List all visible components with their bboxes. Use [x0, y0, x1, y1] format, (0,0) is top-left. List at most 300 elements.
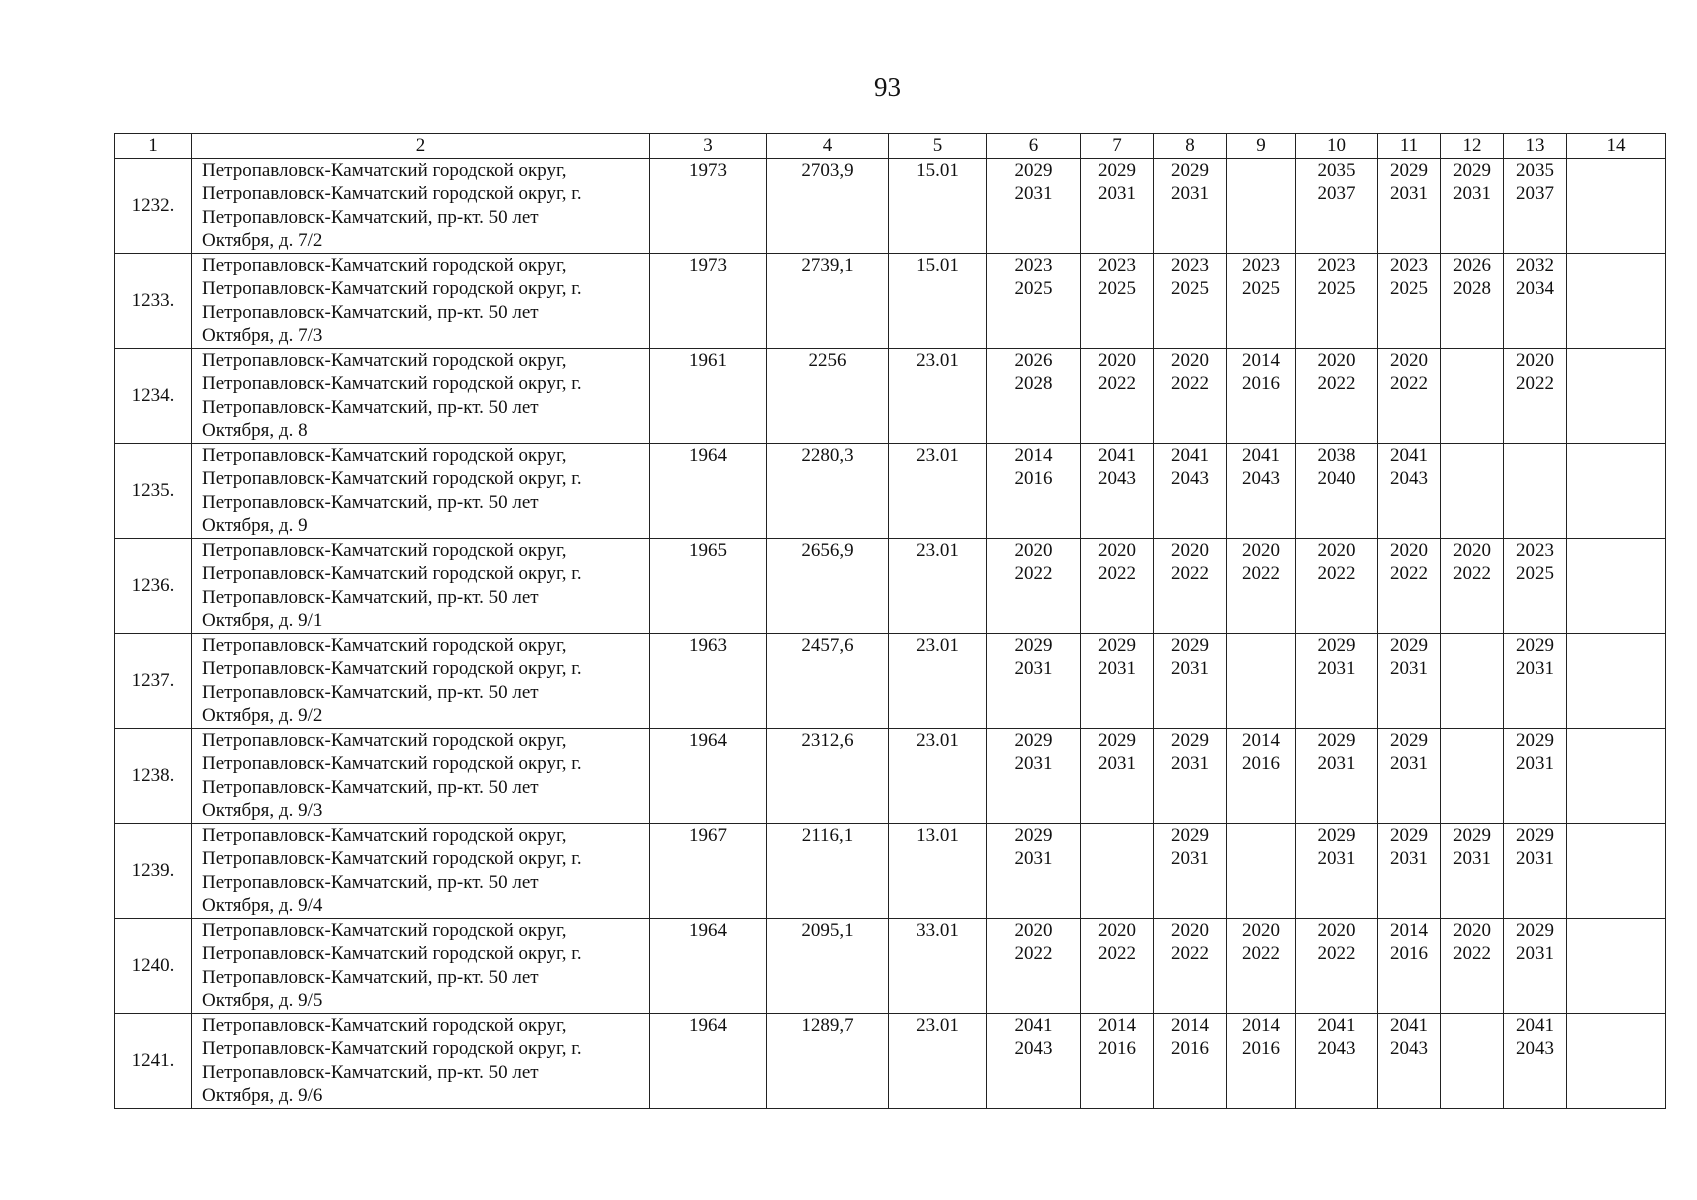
- period-end: 2031: [1171, 753, 1209, 774]
- period-start: 2020: [1516, 349, 1554, 371]
- period-cell-6: [987, 1013, 1081, 1108]
- address-cell: [192, 538, 650, 633]
- period-cell-13: [1504, 538, 1567, 633]
- address-line: Октября, д. 9/3: [202, 800, 323, 821]
- period-start: 2026: [1014, 349, 1053, 371]
- area-cell: 2656,9: [767, 538, 889, 633]
- period-cell-12: [1441, 728, 1504, 823]
- period-start: 2020: [1453, 539, 1491, 561]
- period-start: 2041: [1098, 444, 1136, 466]
- year-built-cell: 1967: [650, 823, 767, 918]
- column-14-cell: [1567, 443, 1666, 538]
- address-line: Петропавловск-Камчатский, пр-кт. 50 лет: [202, 491, 539, 513]
- period-end: 2031: [1014, 658, 1053, 679]
- table-row: [115, 348, 1666, 443]
- period-start: 2014: [1098, 1014, 1136, 1036]
- period-end: 2025: [1171, 278, 1209, 299]
- address-line: Октября, д. 8: [202, 420, 308, 441]
- period-cell-7: [1081, 253, 1154, 348]
- address-cell: [192, 633, 650, 728]
- row-number: 1239.: [115, 823, 192, 918]
- period-end: 2043: [1390, 468, 1428, 489]
- period-start: 2020: [1317, 919, 1356, 941]
- table-row: [115, 538, 1666, 633]
- period-start: 2041: [1390, 444, 1428, 466]
- period-start: 2014: [1242, 349, 1280, 371]
- period-cell-7: [1081, 158, 1154, 253]
- period-start: 2041: [1516, 1014, 1554, 1036]
- period-cell-13: [1504, 728, 1567, 823]
- address-line: Петропавловск-Камчатский, пр-кт. 50 лет: [202, 681, 539, 703]
- area-cell: 2739,1: [767, 253, 889, 348]
- period-start: 2032: [1516, 254, 1554, 276]
- period-cell-7: [1081, 728, 1154, 823]
- period-start: 2029: [1098, 159, 1136, 181]
- address-line: Петропавловск-Камчатский, пр-кт. 50 лет: [202, 871, 539, 893]
- area-cell: 2095,1: [767, 918, 889, 1013]
- address-line: Петропавловск-Камчатский городской округ, г.: [202, 468, 582, 489]
- period-cell-6: [987, 633, 1081, 728]
- code-cell: 33.01: [889, 918, 987, 1013]
- period-end: 2031: [1317, 658, 1356, 679]
- period-start: 2023: [1098, 254, 1136, 276]
- period-end: 2022: [1171, 373, 1209, 394]
- period-cell-6: [987, 728, 1081, 823]
- period-cell-7: [1081, 823, 1154, 918]
- period-cell-10: [1296, 823, 1378, 918]
- area-cell: 2280,3: [767, 443, 889, 538]
- period-start: 2041: [1242, 444, 1280, 466]
- period-start: 2029: [1171, 634, 1209, 656]
- address-line: Петропавловск-Камчатский, пр-кт. 50 лет: [202, 586, 539, 608]
- code-cell: 13.01: [889, 823, 987, 918]
- column-14-cell: [1567, 538, 1666, 633]
- period-end: 2031: [1516, 848, 1554, 869]
- period-cell-11: [1378, 348, 1441, 443]
- row-number: 1234.: [115, 348, 192, 443]
- period-end: 2022: [1453, 563, 1491, 584]
- address-line: Петропавловск-Камчатский городской округ, г.: [202, 1038, 582, 1059]
- period-start: 2026: [1453, 254, 1491, 276]
- period-end: 2022: [1390, 373, 1428, 394]
- period-end: 2037: [1317, 183, 1356, 204]
- period-start: 2020: [1171, 919, 1209, 941]
- period-cell-11: [1378, 158, 1441, 253]
- address-cell: [192, 348, 650, 443]
- period-end: 2022: [1317, 373, 1356, 394]
- address-line: Октября, д. 9: [202, 515, 308, 536]
- period-end: 2022: [1242, 563, 1280, 584]
- period-end: 2022: [1098, 563, 1136, 584]
- address-line: Октября, д. 9/1: [202, 610, 323, 631]
- period-end: 2043: [1242, 468, 1280, 489]
- period-start: 2041: [1171, 444, 1209, 466]
- period-cell-9: [1227, 538, 1296, 633]
- period-end: 2031: [1516, 943, 1554, 964]
- code-cell: 23.01: [889, 633, 987, 728]
- period-end: 2043: [1390, 1038, 1428, 1059]
- period-start: 2020: [1014, 539, 1053, 561]
- address-line: Петропавловск-Камчатский городской округ,: [202, 444, 567, 466]
- period-cell-6: [987, 158, 1081, 253]
- address-line: Петропавловск-Камчатский городской округ,: [202, 919, 567, 941]
- period-start: 2041: [1317, 1014, 1356, 1036]
- period-end: 2016: [1242, 373, 1280, 394]
- period-end: 2022: [1317, 563, 1356, 584]
- code-cell: 15.01: [889, 158, 987, 253]
- period-start: 2020: [1390, 349, 1428, 371]
- column-header: 5: [889, 134, 987, 159]
- period-start: 2041: [1014, 1014, 1053, 1036]
- period-start: 2020: [1098, 539, 1136, 561]
- period-end: 2022: [1390, 563, 1428, 584]
- page-number: 93: [874, 72, 901, 102]
- code-cell: 23.01: [889, 443, 987, 538]
- address-line: Петропавловск-Камчатский городской округ, г.: [202, 848, 582, 869]
- address-line: Петропавловск-Камчатский городской округ, г.: [202, 658, 582, 679]
- period-end: 2043: [1516, 1038, 1554, 1059]
- column-header: 11: [1378, 134, 1441, 159]
- period-cell-9: [1227, 918, 1296, 1013]
- period-cell-10: [1296, 253, 1378, 348]
- period-end: 2025: [1317, 278, 1356, 299]
- year-built-cell: 1964: [650, 918, 767, 1013]
- period-start: 2023: [1390, 254, 1428, 276]
- period-cell-10: [1296, 918, 1378, 1013]
- table-row: [115, 158, 1666, 253]
- period-cell-10: [1296, 348, 1378, 443]
- period-cell-6: [987, 348, 1081, 443]
- column-14-cell: [1567, 823, 1666, 918]
- period-end: 2022: [1317, 943, 1356, 964]
- code-cell: 23.01: [889, 1013, 987, 1108]
- address-line: Петропавловск-Камчатский городской округ, г.: [202, 183, 582, 204]
- period-start: 2029: [1453, 159, 1491, 181]
- period-end: 2022: [1516, 373, 1554, 394]
- period-cell-8: [1154, 1013, 1227, 1108]
- period-cell-12: [1441, 918, 1504, 1013]
- period-start: 2029: [1516, 729, 1554, 751]
- address-line: Петропавловск-Камчатский городской округ, г.: [202, 563, 582, 584]
- address-cell: [192, 728, 650, 823]
- period-start: 2029: [1098, 634, 1136, 656]
- period-end: 2043: [1098, 468, 1136, 489]
- period-start: 2023: [1014, 254, 1053, 276]
- period-cell-9: [1227, 348, 1296, 443]
- period-start: 2029: [1014, 634, 1053, 656]
- period-cell-6: [987, 918, 1081, 1013]
- period-end: 2031: [1014, 848, 1053, 869]
- period-start: 2020: [1242, 919, 1280, 941]
- period-cell-13: [1504, 253, 1567, 348]
- period-start: 2029: [1014, 159, 1053, 181]
- period-end: 2031: [1390, 848, 1428, 869]
- address-line: Петропавловск-Камчатский городской округ,: [202, 349, 567, 371]
- period-end: 2016: [1242, 753, 1280, 774]
- table-row: [115, 918, 1666, 1013]
- period-start: 2020: [1098, 919, 1136, 941]
- period-cell-13: [1504, 1013, 1567, 1108]
- period-end: 2025: [1098, 278, 1136, 299]
- column-14-cell: [1567, 348, 1666, 443]
- period-end: 2031: [1171, 658, 1209, 679]
- row-number: 1240.: [115, 918, 192, 1013]
- period-end: 2031: [1014, 753, 1053, 774]
- table-row: [115, 1013, 1666, 1108]
- period-start: 2041: [1390, 1014, 1428, 1036]
- period-cell-10: [1296, 538, 1378, 633]
- period-cell-8: [1154, 158, 1227, 253]
- period-cell-8: [1154, 728, 1227, 823]
- address-line: Петропавловск-Камчатский, пр-кт. 50 лет: [202, 1061, 539, 1083]
- register-table: [114, 133, 1666, 1109]
- address-line: Петропавловск-Камчатский городской округ,: [202, 254, 567, 276]
- address-line: Петропавловск-Камчатский, пр-кт. 50 лет: [202, 966, 539, 988]
- column-header: 1: [115, 134, 192, 159]
- period-cell-11: [1378, 728, 1441, 823]
- period-start: 2023: [1242, 254, 1280, 276]
- period-end: 2025: [1242, 278, 1280, 299]
- period-end: 2028: [1014, 373, 1053, 394]
- column-14-cell: [1567, 253, 1666, 348]
- row-number: 1233.: [115, 253, 192, 348]
- period-end: 2025: [1516, 563, 1554, 584]
- period-start: 2014: [1171, 1014, 1209, 1036]
- period-start: 2035: [1317, 159, 1356, 181]
- period-cell-8: [1154, 538, 1227, 633]
- period-cell-11: [1378, 253, 1441, 348]
- period-start: 2020: [1014, 919, 1053, 941]
- period-cell-10: [1296, 443, 1378, 538]
- period-start: 2020: [1453, 919, 1491, 941]
- period-end: 2022: [1014, 563, 1053, 584]
- period-cell-11: [1378, 538, 1441, 633]
- period-start: 2029: [1014, 729, 1053, 751]
- address-line: Октября, д. 7/3: [202, 325, 323, 346]
- period-cell-10: [1296, 728, 1378, 823]
- period-cell-12: [1441, 1013, 1504, 1108]
- period-cell-7: [1081, 348, 1154, 443]
- period-end: 2022: [1242, 943, 1280, 964]
- area-cell: 1289,7: [767, 1013, 889, 1108]
- period-end: 2031: [1014, 183, 1053, 204]
- address-line: Петропавловск-Камчатский городской округ, г.: [202, 373, 582, 394]
- period-cell-7: [1081, 918, 1154, 1013]
- period-end: 2025: [1390, 278, 1428, 299]
- period-end: 2016: [1171, 1038, 1209, 1059]
- period-end: 2016: [1014, 468, 1053, 489]
- period-end: 2031: [1390, 658, 1428, 679]
- period-start: 2029: [1516, 824, 1554, 846]
- period-end: 2043: [1317, 1038, 1356, 1059]
- year-built-cell: 1973: [650, 253, 767, 348]
- row-number: 1237.: [115, 633, 192, 728]
- period-cell-10: [1296, 1013, 1378, 1108]
- period-start: 2029: [1317, 634, 1356, 656]
- year-built-cell: 1963: [650, 633, 767, 728]
- period-start: 2014: [1242, 729, 1280, 751]
- period-end: 2034: [1516, 278, 1554, 299]
- period-end: 2016: [1390, 943, 1428, 964]
- year-built-cell: 1961: [650, 348, 767, 443]
- row-number: 1236.: [115, 538, 192, 633]
- period-cell-9: [1227, 253, 1296, 348]
- period-start: 2014: [1014, 444, 1053, 466]
- area-cell: 2457,6: [767, 633, 889, 728]
- row-number: 1235.: [115, 443, 192, 538]
- address-cell: [192, 823, 650, 918]
- period-start: 2029: [1390, 729, 1428, 751]
- period-end: 2016: [1098, 1038, 1136, 1059]
- period-start: 2029: [1390, 159, 1428, 181]
- address-line: Петропавловск-Камчатский, пр-кт. 50 лет: [202, 301, 539, 323]
- address-line: Петропавловск-Камчатский городской округ, г.: [202, 278, 582, 299]
- period-start: 2038: [1317, 444, 1356, 466]
- period-cell-9: [1227, 823, 1296, 918]
- code-cell: 15.01: [889, 253, 987, 348]
- column-header: 7: [1081, 134, 1154, 159]
- column-header: 13: [1504, 134, 1567, 159]
- period-end: 2022: [1171, 563, 1209, 584]
- address-line: Петропавловск-Камчатский городской округ,: [202, 824, 567, 846]
- period-start: 2014: [1390, 919, 1428, 941]
- table-row: [115, 253, 1666, 348]
- period-start: 2029: [1453, 824, 1491, 846]
- period-start: 2020: [1317, 349, 1356, 371]
- period-cell-11: [1378, 1013, 1441, 1108]
- period-end: 2031: [1317, 848, 1356, 869]
- period-cell-8: [1154, 823, 1227, 918]
- address-line: Петропавловск-Камчатский городской округ, г.: [202, 943, 582, 964]
- period-end: 2022: [1098, 943, 1136, 964]
- address-line: Петропавловск-Камчатский городской округ,: [202, 1014, 567, 1036]
- period-end: 2031: [1098, 183, 1136, 204]
- address-line: Петропавловск-Камчатский, пр-кт. 50 лет: [202, 396, 539, 418]
- address-line: Октября, д. 7/2: [202, 230, 323, 251]
- period-start: 2029: [1098, 729, 1136, 751]
- period-end: 2031: [1390, 753, 1428, 774]
- address-line: Октября, д. 9/4: [202, 895, 323, 916]
- column-14-cell: [1567, 158, 1666, 253]
- period-end: 2043: [1014, 1038, 1053, 1059]
- period-cell-8: [1154, 918, 1227, 1013]
- period-cell-8: [1154, 633, 1227, 728]
- period-end: 2031: [1516, 658, 1554, 679]
- period-start: 2023: [1171, 254, 1209, 276]
- period-cell-13: [1504, 348, 1567, 443]
- period-end: 2025: [1014, 278, 1053, 299]
- address-line: Октября, д. 9/6: [202, 1085, 323, 1106]
- table-row: [115, 443, 1666, 538]
- period-start: 2029: [1516, 919, 1554, 941]
- column-14-cell: [1567, 633, 1666, 728]
- period-end: 2037: [1516, 183, 1554, 204]
- period-start: 2020: [1171, 539, 1209, 561]
- period-start: 2020: [1317, 539, 1356, 561]
- period-end: 2031: [1171, 848, 1209, 869]
- table-row: [115, 823, 1666, 918]
- period-start: 2020: [1242, 539, 1280, 561]
- period-cell-11: [1378, 823, 1441, 918]
- column-header: 4: [767, 134, 889, 159]
- period-start: 2023: [1516, 539, 1554, 561]
- column-header: 6: [987, 134, 1081, 159]
- column-header: 2: [192, 134, 650, 159]
- period-cell-8: [1154, 253, 1227, 348]
- period-end: 2040: [1317, 468, 1356, 489]
- column-14-cell: [1567, 728, 1666, 823]
- period-cell-12: [1441, 823, 1504, 918]
- column-header: 10: [1296, 134, 1378, 159]
- address-cell: [192, 1013, 650, 1108]
- column-header: 14: [1567, 134, 1666, 159]
- address-line: Петропавловск-Камчатский городской округ,: [202, 634, 567, 656]
- column-header: 8: [1154, 134, 1227, 159]
- period-end: 2031: [1453, 848, 1491, 869]
- period-end: 2031: [1390, 183, 1428, 204]
- period-cell-12: [1441, 633, 1504, 728]
- code-cell: 23.01: [889, 728, 987, 823]
- address-line: Октября, д. 9/5: [202, 990, 323, 1011]
- column-number-row: [115, 134, 1666, 159]
- period-start: 2020: [1390, 539, 1428, 561]
- period-start: 2029: [1171, 729, 1209, 751]
- address-line: Петропавловск-Камчатский городской округ,: [202, 159, 567, 181]
- code-cell: 23.01: [889, 538, 987, 633]
- area-cell: 2703,9: [767, 158, 889, 253]
- address-line: Петропавловск-Камчатский, пр-кт. 50 лет: [202, 206, 539, 228]
- period-start: 2029: [1390, 634, 1428, 656]
- period-cell-12: [1441, 443, 1504, 538]
- period-end: 2022: [1171, 943, 1209, 964]
- period-cell-6: [987, 253, 1081, 348]
- period-start: 2029: [1390, 824, 1428, 846]
- period-start: 2029: [1317, 729, 1356, 751]
- period-end: 2031: [1516, 753, 1554, 774]
- period-cell-13: [1504, 158, 1567, 253]
- period-start: 2020: [1171, 349, 1209, 371]
- period-start: 2029: [1317, 824, 1356, 846]
- period-cell-9: [1227, 728, 1296, 823]
- period-cell-9: [1227, 633, 1296, 728]
- column-header: 12: [1441, 134, 1504, 159]
- period-end: 2022: [1014, 943, 1053, 964]
- period-cell-10: [1296, 633, 1378, 728]
- year-built-cell: 1964: [650, 728, 767, 823]
- period-end: 2031: [1453, 183, 1491, 204]
- period-end: 2031: [1317, 753, 1356, 774]
- period-cell-12: [1441, 348, 1504, 443]
- year-built-cell: 1964: [650, 1013, 767, 1108]
- period-end: 2022: [1098, 373, 1136, 394]
- column-header: 3: [650, 134, 767, 159]
- period-cell-9: [1227, 1013, 1296, 1108]
- year-built-cell: 1965: [650, 538, 767, 633]
- period-end: 2031: [1171, 183, 1209, 204]
- address-cell: [192, 158, 650, 253]
- period-start: 2029: [1516, 634, 1554, 656]
- period-cell-11: [1378, 443, 1441, 538]
- period-cell-12: [1441, 253, 1504, 348]
- period-end: 2031: [1098, 658, 1136, 679]
- area-cell: 2312,6: [767, 728, 889, 823]
- year-built-cell: 1973: [650, 158, 767, 253]
- code-cell: 23.01: [889, 348, 987, 443]
- period-cell-11: [1378, 633, 1441, 728]
- year-built-cell: 1964: [650, 443, 767, 538]
- period-cell-12: [1441, 158, 1504, 253]
- period-start: 2029: [1014, 824, 1053, 846]
